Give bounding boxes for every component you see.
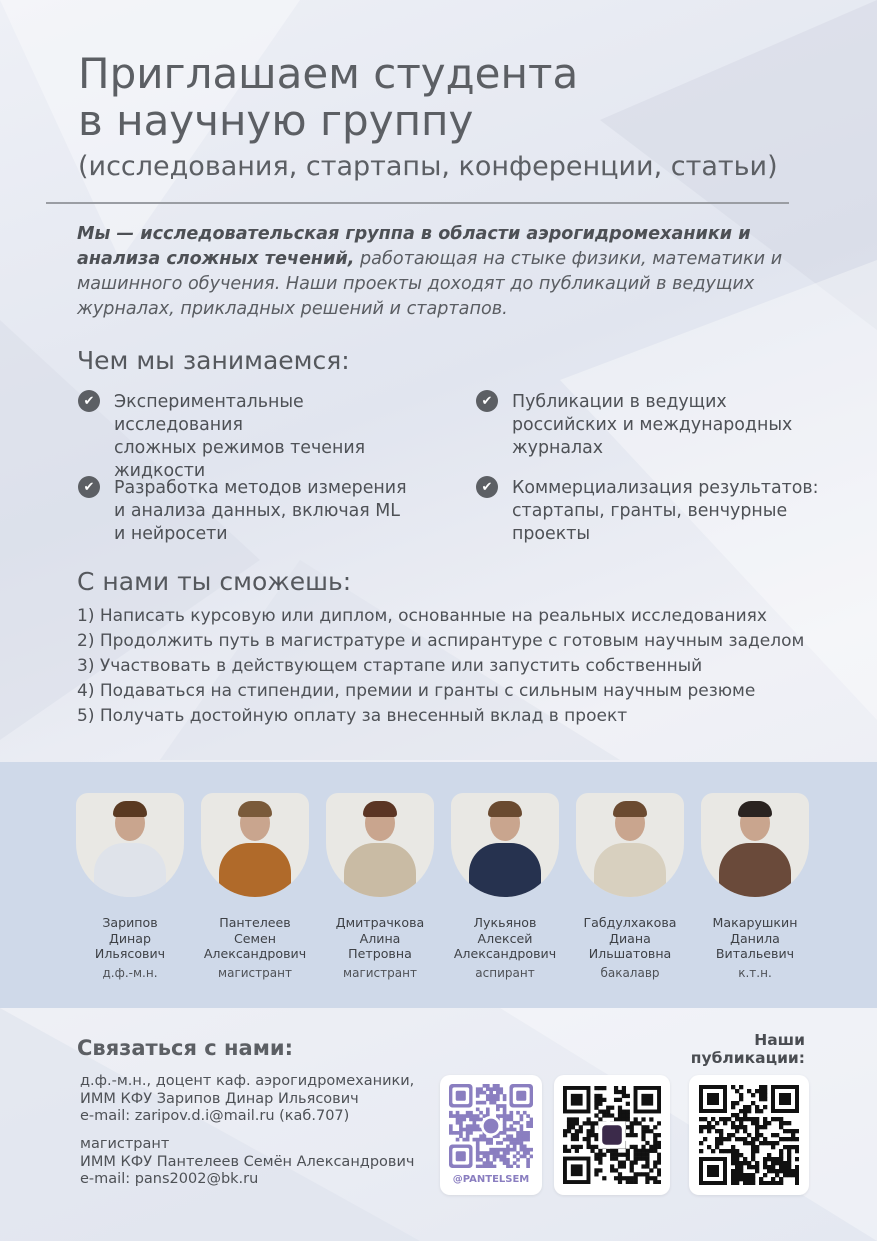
publications-qr-code [699, 1085, 799, 1185]
member-photo [326, 793, 434, 897]
activity-item [476, 477, 832, 546]
publications-qr-card[interactable] [689, 1075, 809, 1195]
checkmark-icon: ✔ [476, 476, 498, 498]
benefit-item: 3) Участвовать в действующем стартапе или запустить собственный [77, 656, 703, 676]
activity-text: Экспериментальные исследования сложных режимов течения жидкости [114, 392, 366, 481]
team-member [450, 793, 560, 980]
member-name: Макарушкин Данила Витальевич [712, 915, 798, 961]
activity-text: Публикации в ведущих российских и международных журналах [512, 392, 793, 458]
member-hair [238, 801, 272, 817]
contacts-heading: Связаться с нами: [77, 1036, 293, 1060]
telegram-qr-code [449, 1084, 533, 1168]
member-hair [738, 801, 772, 817]
team-member [200, 793, 310, 980]
member-name: Габдулхакова Диана Ильшатовна [583, 915, 677, 961]
member-name: Зарипов Динар Ильясович [94, 915, 166, 961]
title-line-2: в научную группу [78, 96, 474, 145]
member-role: бакалавр [600, 965, 660, 980]
member-role: магистрант [218, 965, 292, 980]
member-torso [719, 843, 791, 897]
member-torso [469, 843, 541, 897]
intro-rest: работающая на стыке физики, математики и машинного обучения. Наши проекты доходят до публикаций в ведущих журналах, прикладных решений и стартапов. [77, 249, 783, 319]
member-photo [76, 793, 184, 897]
activity-item [78, 391, 434, 483]
member-torso [344, 843, 416, 897]
member-hair [488, 801, 522, 817]
member-photo [201, 793, 309, 897]
benefit-item: 1) Написать курсовую или диплом, основанные на реальных исследованиях [77, 606, 767, 626]
title-line-1: Приглашаем студента [78, 49, 579, 98]
benefits-heading: С нами ты сможешь: [77, 567, 352, 596]
member-photo [451, 793, 559, 897]
member-role: д.ф.-м.н. [102, 965, 158, 980]
activity-text: Коммерциализация результатов: стартапы, гранты, венчурные проекты [512, 478, 819, 544]
activity-item [78, 477, 434, 546]
member-photo [576, 793, 684, 897]
team-member [75, 793, 185, 980]
benefit-item: 5) Получать достойную оплату за внесенный вклад в проект [77, 706, 628, 726]
activity-item [476, 391, 832, 460]
telegram-handle[interactable]: @PANTELSEM [452, 1174, 530, 1185]
telegram-qr-card[interactable] [440, 1075, 542, 1195]
team-member [575, 793, 685, 980]
intro-bold: Мы — исследовательская группа в области аэрогидромеханики и анализа сложных течений, [77, 224, 751, 269]
member-hair [113, 801, 147, 817]
qr-code [563, 1086, 661, 1184]
checkmark-icon: ✔ [78, 390, 100, 412]
activity-text: Разработка методов измерения и анализа данных, включая ML и нейросети [114, 478, 407, 544]
member-torso [219, 843, 291, 897]
member-name: Лукьянов Алексей Александрович [453, 915, 557, 961]
team-member [325, 793, 435, 980]
team-member [700, 793, 810, 980]
benefit-item: 4) Подаваться на стипендии, премии и гранты с сильным научным резюме [77, 681, 756, 701]
member-torso [94, 843, 166, 897]
contact-panteleev: магистрант ИММ КФУ Пантелеев Семён Александрович e-mail: pans2002@bk.ru [80, 1136, 415, 1187]
member-torso [594, 843, 666, 897]
contact-zaripov: д.ф.-м.н., доцент каф. аэрогидромеханики, ИММ КФУ Зарипов Динар Ильясович e-mail: zaripov.d.i@mail.ru (каб.707) [80, 1073, 415, 1124]
member-name: Дмитрачкова Алина Петровна [335, 915, 425, 961]
member-role: магистрант [343, 965, 417, 980]
member-hair [613, 801, 647, 817]
member-hair [363, 801, 397, 817]
benefits-list [77, 604, 804, 729]
checkmark-icon: ✔ [476, 390, 498, 412]
intro-paragraph [77, 222, 797, 322]
member-name: Пантелеев Семен Александрович [203, 915, 307, 961]
member-photo [701, 793, 809, 897]
checkmark-icon: ✔ [78, 476, 100, 498]
activities-heading: Чем мы занимаемся: [77, 346, 350, 375]
publications-label: Наши публикации: [690, 1031, 805, 1067]
divider [46, 202, 789, 204]
member-role: к.т.н. [738, 965, 772, 980]
page-subtitle: (исследования, стартапы, конференции, статьи) [78, 151, 778, 182]
qr-card[interactable] [554, 1075, 670, 1195]
member-role: аспирант [475, 965, 535, 980]
page-title [78, 50, 578, 144]
benefit-item: 2) Продолжить путь в магистратуре и аспирантуре с готовым научным заделом [77, 631, 805, 651]
